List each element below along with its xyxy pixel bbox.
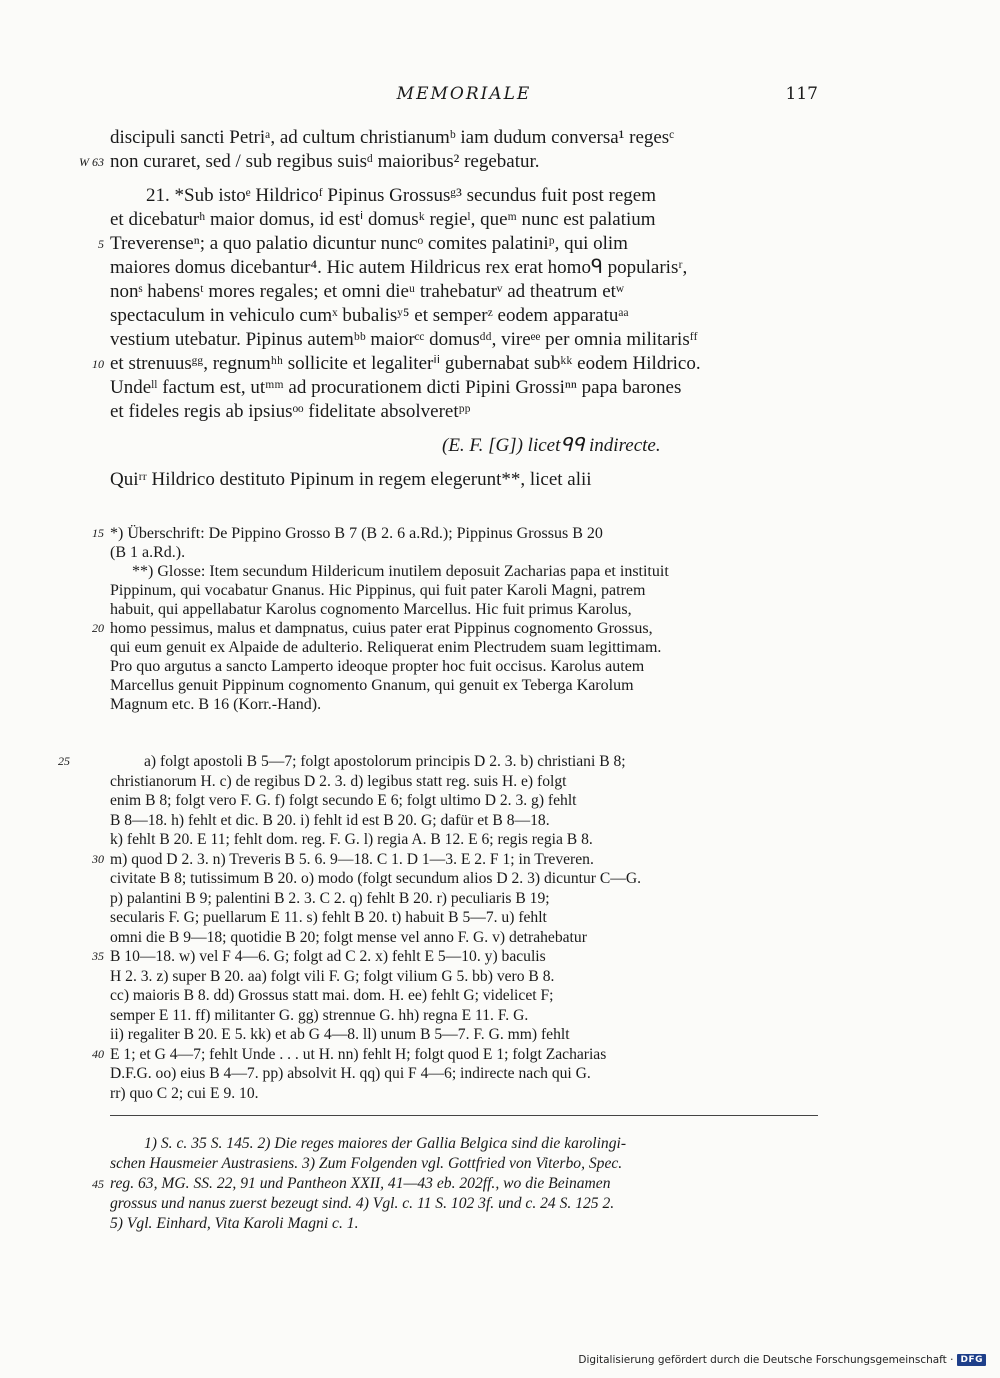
footnote-line: 45 reg. 63, MG. SS. 22, 91 und Pantheon XXII, 41—43 eb. 202ff., wo die Beinamen (110, 1174, 818, 1194)
text-line: maiores domus dicebantur⁴. Hic autem Hildricus rex erat homoᑫ popularisʳ, (110, 257, 688, 278)
gloss-line: Magnum etc. B 16 (Korr.-Hand). (110, 696, 322, 713)
gloss-line: habuit, qui appellabatur Karolus cognomento Marcellus. Hic fuit primus Karolus, (110, 601, 632, 618)
text-line: nonˢ habensᵗ mores regales; et omni dieᵘ trahebaturᵛ ad theatrum etʷ (110, 281, 625, 302)
source-sigla-line: (E. F. [G]) licetᑫᑫ indirecte. (442, 435, 661, 456)
apparatus-line: H 2. 3. z) super B 20. aa) folgt vili F. G; folgt vilium G 5. bb) vero B 8. (110, 967, 555, 985)
footnote-line: grossus und nanus zuerst bezeugt sind. 4) Vgl. c. 11 S. 102 3f. und c. 24 S. 125 2. (110, 1195, 615, 1212)
text-line: et dicebaturʰ maior domus, id estⁱ domusᵏ regieˡ, queᵐ nunc est palatium (110, 209, 656, 230)
text-line: Undeˡˡ factum est, utᵐᵐ ad procurationem dicti Pipini Grossiⁿⁿ papa barones (110, 377, 682, 398)
apparatus-line: omni die B 9—18; quotidie B 20; folgt mense vel anno F. G. v) detrahebatur (110, 928, 587, 946)
apparatus-line: 25 a) folgt apostoli B 5—7; folgt apostolorum principis D 2. 3. b) christiani B 8; (110, 752, 818, 772)
apparatus-line: B 8—18. h) fehlt et dic. B 20. i) fehlt id est B 20. G; dafür et B 8—18. (110, 811, 550, 829)
apparatus-line: civitate B 8; tutissimum B 20. o) modo (folgt secundum alios D 2. 3) dicuntur C—G. (110, 870, 642, 887)
line-number: 45 (92, 1177, 104, 1191)
footnote-line: schen Hausmeier Austrasiens. 3) Zum Folgenden vgl. Gottfried von Viterbo, Spec. (110, 1155, 623, 1172)
gloss-line: (B 1 a.Rd.). (110, 544, 186, 561)
page-header (110, 84, 818, 106)
line-number: 5 (98, 237, 104, 251)
text-line: Quiʳʳ Hildrico destituto Pipinum in regem elegerunt**, licet alii (110, 469, 592, 490)
gloss-line: **) Glosse: Item secundum Hildericum inutilem deposuit Zacharias papa et instituit (132, 563, 669, 580)
apparatus-line: christianorum H. c) de regibus D 2. 3. d) legibus statt reg. suis H. e) folgt (110, 772, 567, 790)
footnote-line: 5) Vgl. Einhard, Vita Karoli Magni c. 1. (110, 1215, 359, 1232)
critical-apparatus (58, 752, 818, 1103)
footnotes (92, 1134, 818, 1234)
text-line: et fideles regis ab ipsiusᵒᵒ fidelitate absolveretᵖᵖ (110, 401, 471, 422)
apparatus-line: cc) maioris B 8. dd) Grossus statt mai. dom. H. ee) fehlt G; videlicet F; (110, 987, 554, 1004)
main-text (79, 126, 818, 492)
gloss-line: Marcellus genuit Pippinum cognomento Gnanum, qui genuit ex Teberga Karolum (110, 677, 634, 694)
apparatus-line: ii) regaliter B 20. E 5. kk) et ab G 4—8. ll) unum B 5—7. F. G. mm) fehlt (110, 1026, 570, 1043)
line-number: 30 (92, 851, 104, 866)
text-line: vestium utebatur. Pipinus autemᵇᵇ maiorᶜᶜ domusᵈᵈ, vireᵉᵉ per omnia militarisᶠᶠ (110, 329, 698, 350)
gloss-line: 20 homo pessimus, malus et dampnatus, cuius pater erat Pippinus cognomento Grossus, (110, 619, 818, 638)
glosses-block (92, 524, 818, 714)
apparatus-line: 30 m) quod D 2. 3. n) Treveris B 5. 6. 9—18. C 1. D 1—3. E 2. F 1; in Treveren. (110, 850, 818, 870)
dfg-logo-icon: DFG (957, 1354, 986, 1366)
line-number: 10 (92, 357, 104, 371)
text-line: W 63 non curaret, sed / sub regibus suisᵈ maioribus² regebatur. (110, 150, 818, 174)
page-number: 117 (785, 84, 818, 104)
chapter-start-line: 21. *Sub istoᵉ Hildricoᶠ Pipinus Grossusᵍ³ secundus fuit post regem (146, 185, 657, 206)
line-number: 15 (92, 526, 104, 540)
text-line: spectaculum in vehiculo cumˣ bubalisʸ⁵ et semperᶻ eodem apparatuᵃᵃ (110, 305, 629, 326)
digitization-credit (578, 1352, 986, 1368)
footnote-line: 1) S. c. 35 S. 145. 2) Die reges maiores der Gallia Belgica sind die karolingi- (144, 1135, 627, 1152)
apparatus-line: 35 B 10—18. w) vel F 4—6. G; folgt ad C 2. x) fehlt E 5—10. y) baculis (110, 947, 818, 967)
line-number: 35 (92, 949, 104, 963)
apparatus-line: k) fehlt B 20. E 11; fehlt dom. reg. F. G. l) regia A. B 12. E 6; regis regia B 8. (110, 831, 593, 848)
apparatus-line: p) palantini B 9; palentini B 2. 3. C 2. q) fehlt B 20. r) peculiaris B 19; (110, 889, 550, 907)
gloss-line: 15 *) Überschrift: De Pippino Grosso B 7 (B 2. 6 a.Rd.); Pippinus Grossus B 20 (110, 524, 818, 543)
running-title: MEMORIALE (396, 84, 532, 104)
apparatus-line: secularis F. G; puellarum E 11. s) fehlt B 20. t) habuit B 5—7. u) fehlt (110, 909, 547, 926)
gloss-line: Pro quo argutus a sancto Lamperto ideoque propter hoc fuit occisus. Karolus autem (110, 658, 645, 675)
line-number: 25 (58, 754, 70, 768)
apparatus-line: semper E 11. ff) militanter G. gg) strennue G. hh) regna E 11. F. G. (110, 1006, 529, 1024)
text-line: 5 Treverenseⁿ; a quo palatio dicuntur nuncᵒ comites palatiniᵖ, qui olim (110, 232, 818, 256)
apparatus-line: rr) quo C 2; cui E 9. 10. (110, 1084, 259, 1102)
apparatus-line: D.F.G. oo) eius B 4—7. pp) absolvit H. qq) qui F 4—6; indirecte nach qui G. (110, 1065, 591, 1082)
text-line: 10 et strenuusᵍᵍ, regnumʰʰ sollicite et legaliterⁱⁱ gubernabat subᵏᵏ eodem Hildrico. (110, 352, 818, 376)
gloss-line: Pippinum, qui vocabatur Gnanus. Hic Pippinus, qui fuit pater Karoli Magni, patrem (110, 582, 646, 599)
apparatus-line: enim B 8; folgt vero F. G. f) folgt secundo E 6; folgt ultimo D 2. 3. g) fehlt (110, 792, 577, 809)
margin-reference: W 63 (79, 155, 104, 169)
credit-text: Digitalisierung gefördert durch die Deutsche Forschungsgemeinschaft · (578, 1354, 954, 1366)
line-number: 40 (92, 1046, 104, 1061)
gloss-line: qui eum genuit ex Alpaide de adulterio. Reliquerat enim Plectrudem suam legittimam. (110, 639, 662, 656)
text-line: discipuli sancti Petriᵃ, ad cultum christianumᵇ iam dudum conversa¹ regesᶜ (110, 127, 675, 148)
footnote-divider (110, 1115, 818, 1116)
apparatus-line: 40 E 1; et G 4—7; fehlt Unde . . . ut H. nn) fehlt H; folgt quod E 1; folgt Zacharias (110, 1045, 818, 1065)
line-number: 20 (92, 621, 104, 635)
